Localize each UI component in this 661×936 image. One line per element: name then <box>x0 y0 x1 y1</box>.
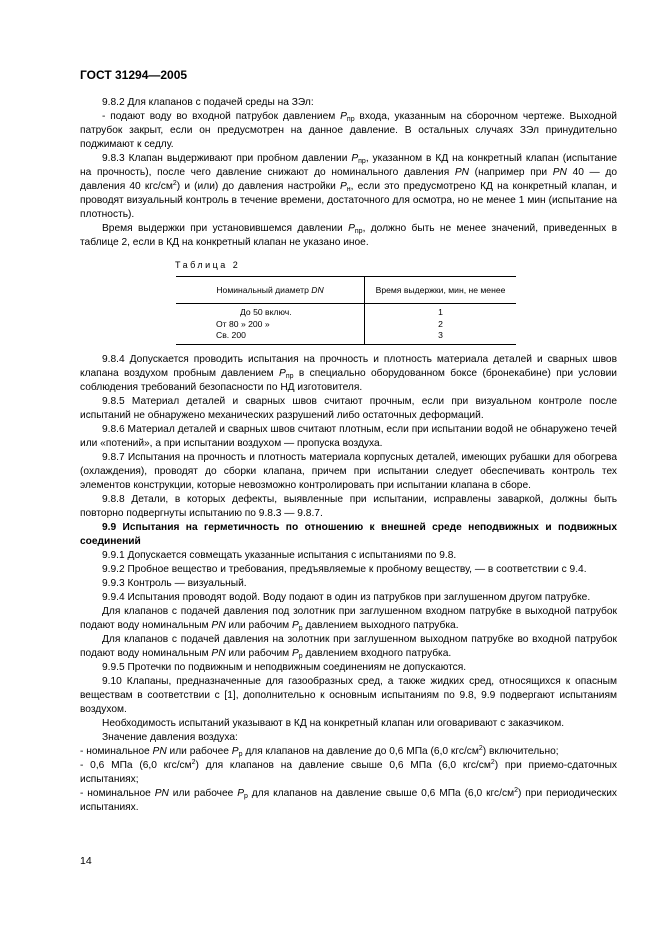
clause-9-9-5: 9.9.5 Протечки по подвижным и неподвижным соединениям не допускаются. <box>102 661 467 673</box>
list-item-pressure-1: - номинальное PN или рабочее $P_р$ для клапанов на давление до 0,6 МПа (6,0 кгс/$см^2$) включительно; <box>80 744 559 758</box>
clause-9-9-1: 9.9.1 Допускается совмещать указанные испытания с испытаниями по 9.8. <box>102 549 457 561</box>
list-item-pressure-3: - номинальное PN или рабочее $P_р$ для клапанов на давление свыше 0,6 МПа (6,0 кгс/$см^2$) при периодических испытаниях. <box>80 786 617 813</box>
table-cell-time: 1 2 3 <box>365 304 517 345</box>
table-2 <box>176 276 516 345</box>
table-header-time: Время выдержки, мин, не менее <box>365 277 517 304</box>
paragraph-necessity: Необходимость испытаний указывают в КД на конкретный клапан или оговаривают с заказчиком. <box>102 717 565 729</box>
clause-9-8-4: 9.8.4 Допускается проводить испытания на прочность и плотность материала деталей и сварных швов клапана воздухом пробным давлением $P_{пр}$ в специально оборудованном боксе (бронекабине) при условии соблюдения требований безопасности по НД изготовителя. <box>80 353 617 393</box>
table-header-dn: Номинальный диаметр DN <box>176 277 365 304</box>
clause-9-8-3: 9.8.3 Клапан выдерживают при пробном давлении $P_{пр}$, указанном в КД на конкретный клапан (испытание на прочность), после чего давление снижают до номинального давления PN (например при PN 40 — до давления 40 кгс/$см^2$) и (или) до давления настройки $P_н$, если это предусмотрено КД на конкретный клапан, и проводят визуальный контроль в течение времени, достаточного для осмотра, но не менее 1 мин (испытание на плотность). <box>80 153 618 220</box>
document-header: ГОСТ 31294—2005 <box>80 68 188 82</box>
page-body <box>80 96 617 815</box>
page-number: 14 <box>80 855 92 867</box>
table-caption: Таблица 2 <box>175 260 241 270</box>
clause-9-10: 9.10 Клапаны, предназначенные для газообразных сред, а также жидких сред, относящихся к опасным веществам в соответствии с [1], дополнительно к основным испытаниям по 9.8, 9.9 подвергают испытаниям воздухом. <box>80 675 617 715</box>
clause-9-9-3: 9.9.3 Контроль — визуальный. <box>102 577 247 589</box>
clause-9-9-2: 9.9.2 Пробное вещество и требования, предъявляемые к пробному веществу, — в соответствии с 9.4. <box>102 563 587 575</box>
clause-9-8-5: 9.8.5 Материал деталей и сварных швов считают прочным, если при визуальном контроле после испытаний не обнаружено механических разрушений либо остаточных деформаций. <box>80 395 617 421</box>
paragraph-air-pressure: Значение давления воздуха: <box>102 731 238 743</box>
paragraph-on-spool: Для клапанов с подачей давления на золотник при заглушенном выходном патрубке во входной патрубок подают воду номинальным PN или рабочим $P_р$ давлением входного патрубка. <box>80 633 617 660</box>
clause-9-8-2-item: - подают воду во входной патрубок давлением $P_{пр}$ входа, указанным на сборочном чертеже. Выходной патрубок закрыт, если он предусмотрен на данное давление. В остальных случаях ЗЭл принудительно поджимают к седлу. <box>80 111 617 150</box>
table-cell-dn: До 50 включ. От 80 » 200 » Св. 200 <box>176 304 365 345</box>
clause-9-8-7: 9.8.7 Испытания на прочность и плотность материала корпусных деталей, имеющих рубашки для обогрева (охлаждения), проводят до сборки клапана, причем при испытании следует обеспечивать контроль тех элементов конструкции, которые невозможно контролировать при испытании клапана в сборе. <box>80 451 617 491</box>
list-item-pressure-2: - 0,6 МПа (6,0 кгс/$см^2$) для клапанов на давление свыше 0,6 МПа (6,0 кгс/$см^2$) при приемо-сдаточных испытаниях; <box>80 758 617 785</box>
section-9-9-heading: 9.9 Испытания на герметичность по отношению к внешней среде неподвижных и подвижных соединений <box>80 521 617 547</box>
paragraph-hold-time: Время выдержки при установившемся давлении $P_{пр}$, должно быть не менее значений, приведенных в таблице 2, если в КД на конкретный клапан не указано иное. <box>80 223 617 248</box>
clause-9-8-2: 9.8.2 Для клапанов с подачей среды на ЗЭл: <box>102 97 314 108</box>
clause-9-8-6: 9.8.6 Материал деталей и сварных швов считают плотным, если при испытании водой не обнаружено течей или «потений», а при испытании воздухом — пропуска воздуха. <box>80 423 617 449</box>
paragraph-under-spool: Для клапанов с подачей давления под золотник при заглушенном входном патрубке в выходной патрубок подают воду номинальным PN или рабочим $P_р$ давлением выходного патрубка. <box>80 605 617 632</box>
clause-9-9-4: 9.9.4 Испытания проводят водой. Воду подают в один из патрубков при заглушенном другом патрубке. <box>102 591 591 603</box>
table-row <box>176 304 516 345</box>
clause-9-8-8: 9.8.8 Детали, в которых дефекты, выявленные при испытании, исправлены заваркой, должны быть повторно подвергнуты испытанию по 9.8.3 — 9.8.7. <box>80 493 617 519</box>
